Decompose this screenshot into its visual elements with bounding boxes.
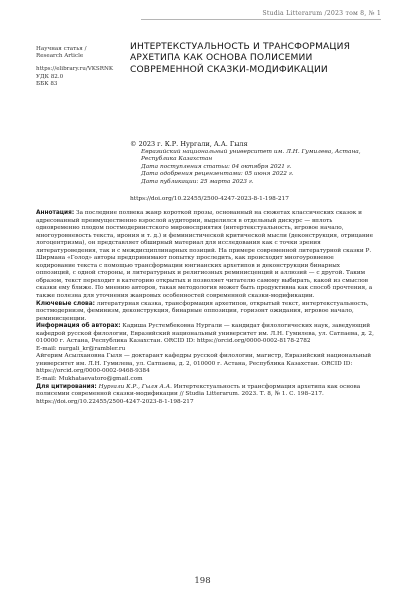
author1-info: Кадиша Рустембековна Нургали — кандидат филологических наук, заведующий кафедрой русской филологии, Евразийский национальный университет им. Л.Н. Гумилева, ул. Сатпаева, д. 2, 010000 г. Астана, Республика Казахстан. ORCID ID: https://orcid.org/0000-0002-8178-2782 xyxy=(36,323,374,345)
author1-email[interactable]: E-mail: nurgali_kr@rambler.ru xyxy=(36,345,126,352)
date-received: Дата поступления статьи: 04 октября 2021 г. xyxy=(141,163,292,170)
doi-link[interactable]: https://doi.org/10.22455/2500-4247-2023-8-1-198-217 xyxy=(130,196,289,202)
authors-info-label: Информация об авторах: xyxy=(36,323,121,330)
date-approved: Дата одобрения рецензентами: 05 июня 2022 г. xyxy=(141,171,294,178)
authors-info xyxy=(36,323,374,383)
keywords-text: литературная сказка, трансформация архетипов, открытый текст, интертекстуальность, постмодернизм, феминизм, деконструкция, бинарные оппозиции, горизонт ожидания, игровое начало, реминисценции. xyxy=(36,300,369,322)
article-type-en: Research Article xyxy=(36,53,84,60)
citation-authors: Нургали К.Р., Гыля А.А. xyxy=(98,383,172,390)
article-meta xyxy=(36,46,114,88)
article-title: ИНТЕРТЕКСТУАЛЬНОСТЬ И ТРАНСФОРМАЦИЯ АРХЕТИПА КАК ОСНОВА ПОЛИСЕМИИ СОВРЕМЕННОЙ СКАЗКИ-МОДИФИКАЦИИ xyxy=(130,42,351,75)
abstract xyxy=(36,210,374,301)
author2-email[interactable]: E-mail: Mukhataevatoro@gmail.com xyxy=(36,376,143,383)
citation xyxy=(36,384,374,407)
article-authors: © 2023 г. К.Р. Нургали, А.А. Гыля xyxy=(130,140,248,148)
article-front-matter xyxy=(36,210,374,406)
header-rule xyxy=(141,19,381,20)
citation-text: Интертекстуальность и трансформация архетипа как основа полисемии современной сказки-модификации // Studia Litterarum. 2023. Т. 8, № 1. С. 198–217. https://doi.org/10.22455/2500-4247-2023-8-1-198-217 xyxy=(36,383,361,405)
author2-info: Айгерим Асылхановна Гыля — доктарант кафедры русской филологии, магистр, Евразийский национальный университет им. Л.Н. Гумилева, ул. Сатпаева, д. 2, 010000 г. Астана, Республика Казахстан. ORCID ID: https://orcid.org/0000-0002-9468-9384 xyxy=(36,353,372,375)
abstract-label: Аннотация: xyxy=(36,210,75,216)
udk-code: УДК 82.0 xyxy=(36,73,64,80)
page-number: 198 xyxy=(194,576,211,586)
citation-label: Для цитирования: xyxy=(36,383,97,390)
abstract-text: За последние полвека жанр короткой прозы, основанный на сюжетах классических сказок и адресованный преимущественно взрослой аудитории, выделился в отдельный дискурс — вплоть одновременно плодом постмодернистского мировосприятия (интертекстуальность, игровое начало, многоуровневость текста, ирония и т. д.) и феминистической критической мысли (деконструкция, отрицание логоцентризма), он представляет обширный материал для исследования как с точки зрения литературоведения, так и с междисциплинарных позиций. На примере современной литературной сказки Р. Ширмана «Голод» авторы предпринимают попытку проследить, как происходит многоуровневое кодирование текста с помощью трансформации юнгианских архетипов и деконструкции бинарных оппозиций, с одной стороны, и литературных и религиозных реминисценций и аллюзий — с другой. Таким образом, текст переходит в категорию открытых и позволяет читателю самому выбирать, какой из смыслов сказки ему ближе. По мнению авторов, такая методология может быть продуктивна как способ прочтения, а также полезна для уточнения жанровых особенностей современной сказки-модификации. xyxy=(36,210,374,300)
article-affiliation-block xyxy=(141,149,381,186)
date-published: Дата публикации: 25 марта 2023 г. xyxy=(141,178,254,185)
article-type-ru: Научная статья / xyxy=(36,46,87,52)
journal-header: Studia Litterarum /2023 том 8, № 1 xyxy=(262,10,381,17)
bbk-code: ББК 83 xyxy=(36,80,58,87)
affiliation: Евразийский национальный университет им. Л.Н. Гумилева, Астана, Республика Казахстан xyxy=(141,149,361,163)
keywords-label: Ключевые слова: xyxy=(36,300,95,307)
keywords xyxy=(36,301,374,324)
elibrary-link[interactable]: https://elibrary.ru/VKSRNK xyxy=(36,66,114,73)
